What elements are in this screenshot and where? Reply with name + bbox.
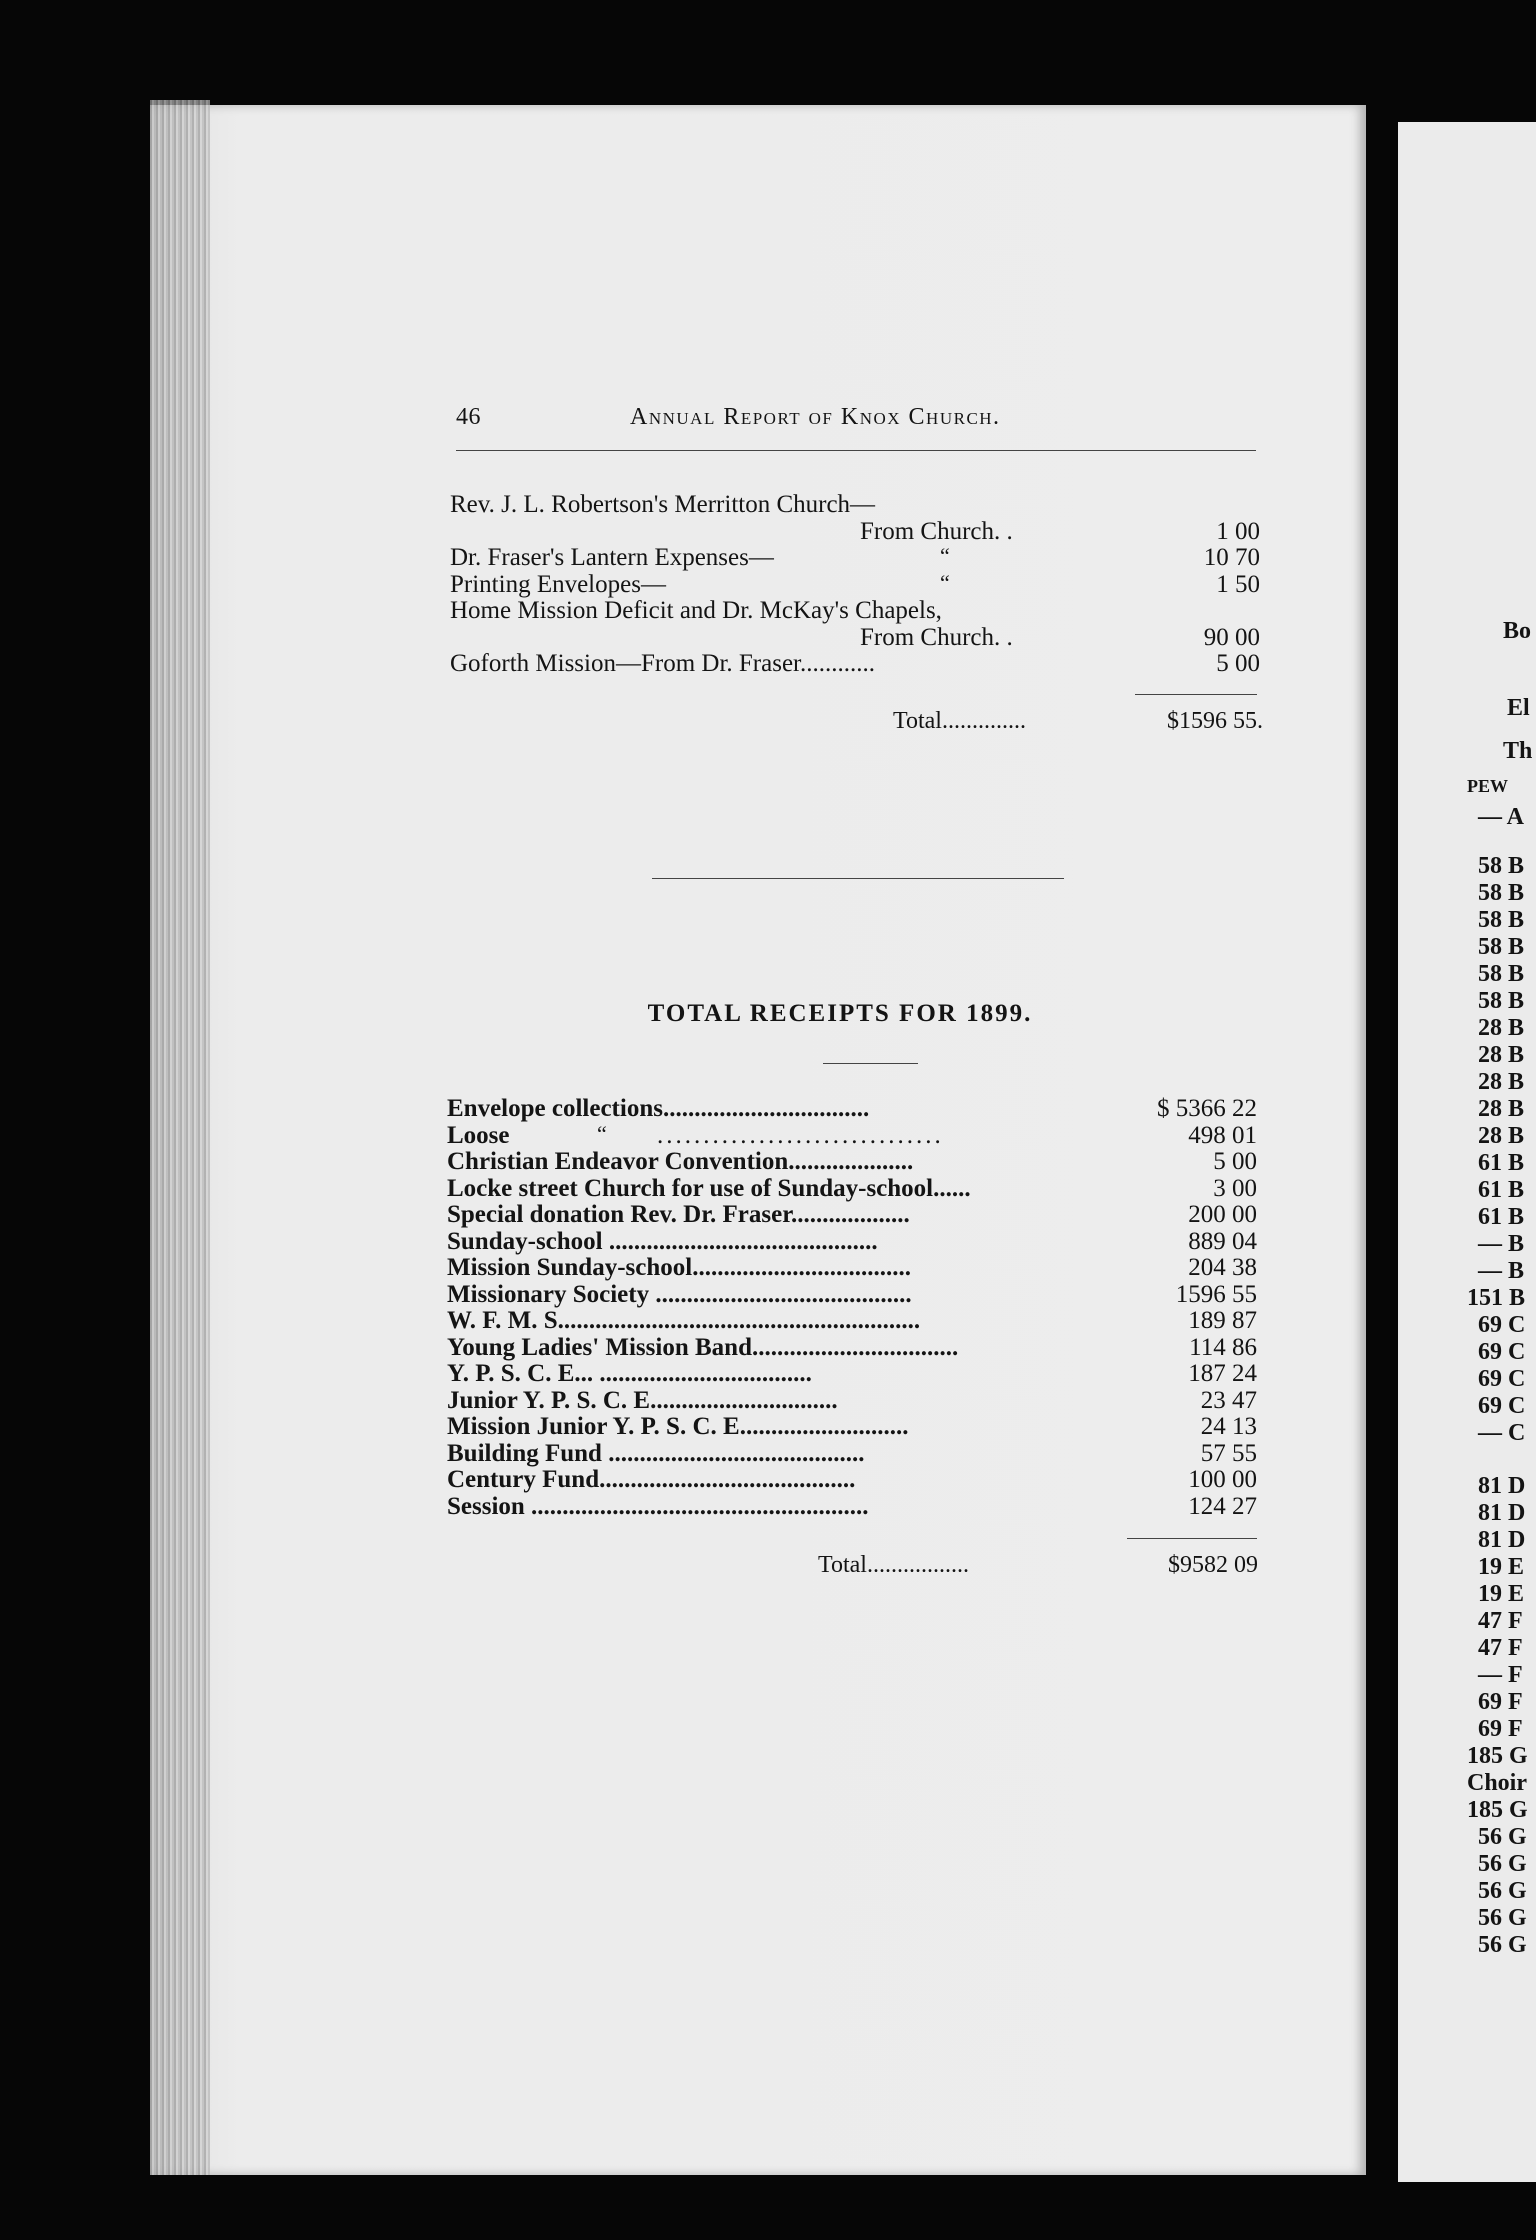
running-header [456, 404, 1256, 434]
section1-label: Rev. J. L. Robertson's Merritton Church— [450, 491, 876, 518]
running-title: Annual Report of Knox Church. [630, 404, 1001, 430]
section1-label: Goforth Mission—From Dr. Fraser............ [450, 650, 875, 677]
section2-label: Mission Sunday-school................................... [447, 1254, 911, 1281]
section2-row [447, 1149, 1257, 1176]
page-number: 46 [456, 404, 481, 430]
right-page-item: 58 B [1478, 988, 1525, 1014]
section2-amount: 57 55 [1200, 1439, 1257, 1467]
right-page-item: 56 G [1478, 1905, 1527, 1931]
section1-ditto-mark: “ [940, 543, 950, 568]
section2-amount: 114 86 [1189, 1333, 1257, 1361]
section2-row [447, 1467, 1257, 1494]
right-page-item: 56 G [1478, 1851, 1527, 1877]
right-page-item: 151 B [1467, 1285, 1526, 1311]
right-page-item: 69 C [1478, 1312, 1526, 1338]
right-page-item: 28 B [1478, 1123, 1525, 1149]
section1-total-label: Total.............. [893, 708, 1026, 734]
section2-amount: 5 00 [1213, 1148, 1257, 1175]
section2-ditto-mark: “ [597, 1120, 607, 1146]
section2-row [447, 1308, 1257, 1335]
section2-total-amount: $9582 09 [1168, 1552, 1258, 1578]
section2-amount: $ 5366 22 [1157, 1095, 1257, 1122]
separator-rule [652, 878, 1064, 879]
section2-row [447, 1176, 1257, 1203]
right-page-item: 81 D [1478, 1473, 1526, 1499]
section1-label: Home Mission Deficit and Dr. McKay's Chapels, [450, 597, 942, 624]
section1-row [450, 598, 1260, 625]
right-page-item: 185 G [1467, 1743, 1528, 1769]
right-page-item: 61 B [1478, 1150, 1525, 1176]
section2-row [447, 1120, 1257, 1150]
section2-amount: 187 24 [1188, 1360, 1257, 1387]
right-page-item: 56 G [1478, 1824, 1527, 1850]
section1-amount: 5 00 [1216, 650, 1260, 677]
section1-entries [450, 492, 1260, 678]
section2-amount: 23 47 [1200, 1386, 1257, 1414]
section1-label: From Church. . [860, 623, 1013, 651]
section1-amount: 90 00 [1203, 623, 1260, 651]
section2-row [447, 1096, 1257, 1123]
section2-amount: 100 00 [1188, 1466, 1257, 1493]
section1-total-amount: $1596 55. [1167, 708, 1263, 734]
section1-row [450, 519, 1260, 546]
section2-label: Junior Y. P. S. C. E.............................. [447, 1386, 838, 1414]
section1-row [450, 569, 1260, 599]
section2-row [447, 1361, 1257, 1388]
right-page-item: 69 F [1478, 1689, 1523, 1715]
section2-total-row [818, 1552, 1258, 1579]
section1-row [450, 625, 1260, 652]
right-page-item: 58 B [1478, 961, 1525, 987]
section2-label: W. F. M. S.......................................................... [447, 1307, 921, 1334]
section1-amount: 1 00 [1216, 517, 1260, 545]
section1-row [450, 492, 1260, 519]
right-page-item: 28 B [1478, 1069, 1525, 1095]
right-page-item: 69 C [1478, 1366, 1526, 1392]
section2-leaders: ............................... [657, 1121, 944, 1149]
section2-amount: 124 27 [1188, 1492, 1257, 1520]
right-page-item: 56 G [1478, 1932, 1527, 1958]
section2-amount: 498 01 [1188, 1121, 1257, 1149]
section2-amount: 1596 55 [1175, 1280, 1257, 1308]
section2-row [447, 1441, 1257, 1468]
right-page-item: 28 B [1478, 1042, 1525, 1068]
right-page-item: — C [1478, 1420, 1526, 1446]
right-page-item: 56 G [1478, 1878, 1527, 1904]
right-page-item: 69 F [1478, 1716, 1523, 1742]
right-page-item: — F [1478, 1662, 1523, 1688]
section2-row [447, 1255, 1257, 1282]
section2-label: Session ...................................................... [447, 1492, 869, 1520]
right-page-fragment [1398, 122, 1536, 2182]
section2-row [447, 1282, 1257, 1309]
right-page-item: 19 E [1478, 1554, 1525, 1580]
section2-label: Mission Junior Y. P. S. C. E........................... [447, 1413, 909, 1440]
section2-label: Envelope collections................................. [447, 1095, 870, 1122]
section2-label: Building Fund ......................................... [447, 1439, 865, 1467]
section1-label: From Church. . [860, 517, 1013, 545]
right-page-item: 28 B [1478, 1096, 1525, 1122]
section2-entries [447, 1096, 1257, 1520]
section2-label: Missionary Society ......................................... [447, 1280, 912, 1308]
section2-label: Christian Endeavor Convention.................... [447, 1148, 914, 1175]
right-page-item: 81 D [1478, 1500, 1526, 1526]
right-page-item: Th [1503, 738, 1533, 764]
section2-amount: 24 13 [1200, 1413, 1257, 1440]
section2-amount: 3 00 [1213, 1174, 1257, 1202]
section1-label: Dr. Fraser's Lantern Expenses— [450, 544, 774, 571]
right-page-item: 61 B [1478, 1177, 1525, 1203]
right-page-item: 19 E [1478, 1581, 1525, 1607]
section2-label: Loose [447, 1121, 510, 1149]
right-page-item: El [1507, 695, 1530, 721]
right-page-item: 185 G [1467, 1797, 1528, 1823]
section2-amount: 889 04 [1188, 1227, 1257, 1255]
section2-label: Century Fund......................................... [447, 1466, 856, 1493]
right-page-item: — B [1478, 1231, 1525, 1257]
right-page-item: 69 C [1478, 1339, 1526, 1365]
right-page-item: Choir [1467, 1770, 1527, 1796]
right-page-item: 81 D [1478, 1527, 1526, 1553]
right-page-item: — A [1478, 804, 1525, 830]
page-edge-shadow [150, 100, 210, 2175]
right-page-item: 58 B [1478, 853, 1525, 879]
section1-row [450, 651, 1260, 678]
section2-label: Y. P. S. C. E... .................................. [447, 1360, 812, 1387]
section2-amount: 200 00 [1188, 1201, 1257, 1228]
right-page-item: 47 F [1478, 1635, 1523, 1661]
section2-label: Young Ladies' Mission Band................................. [447, 1333, 959, 1361]
section2-label: Locke street Church for use of Sunday-school...... [447, 1174, 971, 1202]
section2-title-rule [823, 1063, 918, 1064]
section1-amount: 10 70 [1203, 544, 1260, 571]
right-page-item: 28 B [1478, 1015, 1525, 1041]
section2-row [447, 1388, 1257, 1415]
right-page-item: PEW [1467, 776, 1509, 796]
section2-label: Special donation Rev. Dr. Fraser................... [447, 1201, 910, 1228]
section1-amount: 1 50 [1216, 570, 1260, 598]
section2-row [447, 1202, 1257, 1229]
section2-row [447, 1494, 1257, 1521]
section2-total-rule [1127, 1538, 1257, 1539]
section2-title: TOTAL RECEIPTS FOR 1899. [647, 1000, 1033, 1027]
section1-row [450, 545, 1260, 572]
section2-amount: 204 38 [1188, 1254, 1257, 1281]
section2-row [447, 1229, 1257, 1256]
section2-amount: 189 87 [1188, 1307, 1257, 1334]
section1-ditto-mark: “ [940, 569, 950, 595]
right-page-item: Bo [1503, 618, 1532, 644]
header-rule [456, 450, 1256, 451]
right-page-item: 47 F [1478, 1608, 1523, 1634]
section2-row [447, 1414, 1257, 1441]
section1-label: Printing Envelopes— [450, 570, 666, 598]
right-page-item: 69 C [1478, 1393, 1526, 1419]
right-page-item: — B [1478, 1258, 1525, 1284]
section2-total-label: Total................. [818, 1552, 969, 1578]
section2-label: Sunday-school ........................................... [447, 1227, 878, 1255]
right-page-item: 61 B [1478, 1204, 1525, 1230]
right-page-item: 58 B [1478, 907, 1525, 933]
section1-total-rule [1135, 694, 1257, 695]
section1-total-row [893, 708, 1263, 735]
right-page-item: 58 B [1478, 880, 1525, 906]
section2-row [447, 1335, 1257, 1362]
right-page-item: 58 B [1478, 934, 1525, 960]
